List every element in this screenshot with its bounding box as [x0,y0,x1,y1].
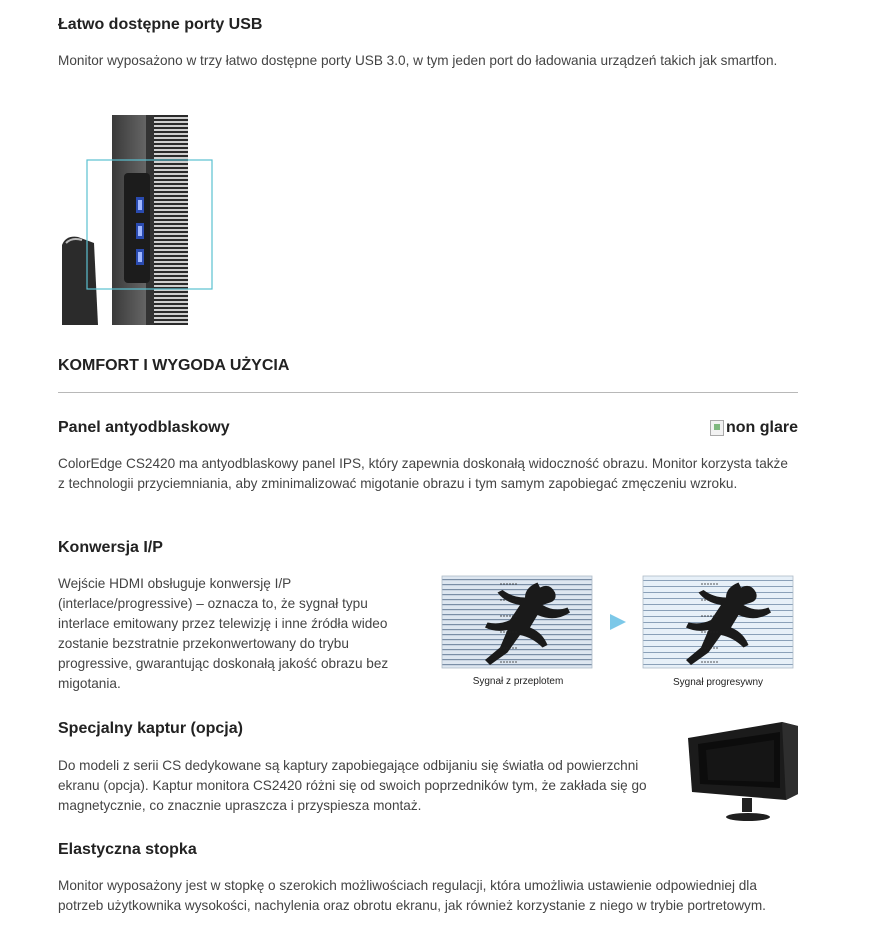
usb-ports-photo [60,115,215,325]
caption-progressive: Sygnał progresywny [672,677,764,688]
caption-interlaced: Sygnał z przeplotem [472,676,564,687]
right-arrow-icon [610,614,626,630]
usb-section-text: Monitor wyposażono w trzy łatwo dostępne porty USB 3.0, w tym jeden port do ładowania urządzeń takich jak smartfon. [58,53,778,68]
section-heading-comfort: KOMFORT I WYGODA UŻYCIA [58,357,290,374]
stand-text: Monitor wyposażony jest w stopkę o szerokich możliwościach regulacji, która umożliwia ustawienie odpowiedniej dla potrzeb użytkownika wysokości, nachylenia oraz obrotu ekranu, jak również korzystanie z niego w trybie portretowym. [58,878,766,913]
ip-conversion-title: Konwersja I/P [58,539,163,556]
hood-text: Do modeli z serii CS dedykowane są kaptury zapobiegające odbijaniu się światła od powierzchni ekranu (opcja). Kaptur monitora CS2420 różni się od swoich poprzedników tym, że zakłada się go magnetycznie, co znacznie upraszcza i przyspiesza montaż. [58,758,647,813]
antiglare-broken-image [710,419,798,437]
broken-image-icon [710,420,724,436]
antiglare-title: Panel antyodblaskowy [58,419,230,436]
monitor-hood-photo [686,716,800,824]
ip-conversion-diagram [440,574,800,692]
antiglare-image-alt: non glare [725,419,798,436]
stand-title: Elastyczna stopka [58,841,197,858]
antiglare-text: ColorEdge CS2420 ma antyodblaskowy panel IPS, który zapewnia doskonałą widoczność obrazu. Monitor korzysta także z technologii przyciemniania, aby zminimalizować migotanie obrazu i tym samym zapobiegać zmęczeniu wzroku. [58,456,788,491]
section-divider [58,392,798,393]
ip-conversion-text: Wejście HDMI obsługuje konwersję I/P (interlace/progressive) – oznacza to, że sygnał typu interlace emitowany przez telewizję i inne źródła wideo zostanie bezstratnie przekonwertowany do trybu progressive, gwarantując doskonałą jakość obrazu bez migotania. [58,576,389,691]
usb-section-title: Łatwo dostępne porty USB [58,16,263,33]
hood-title: Specjalny kaptur (opcja) [58,720,243,737]
